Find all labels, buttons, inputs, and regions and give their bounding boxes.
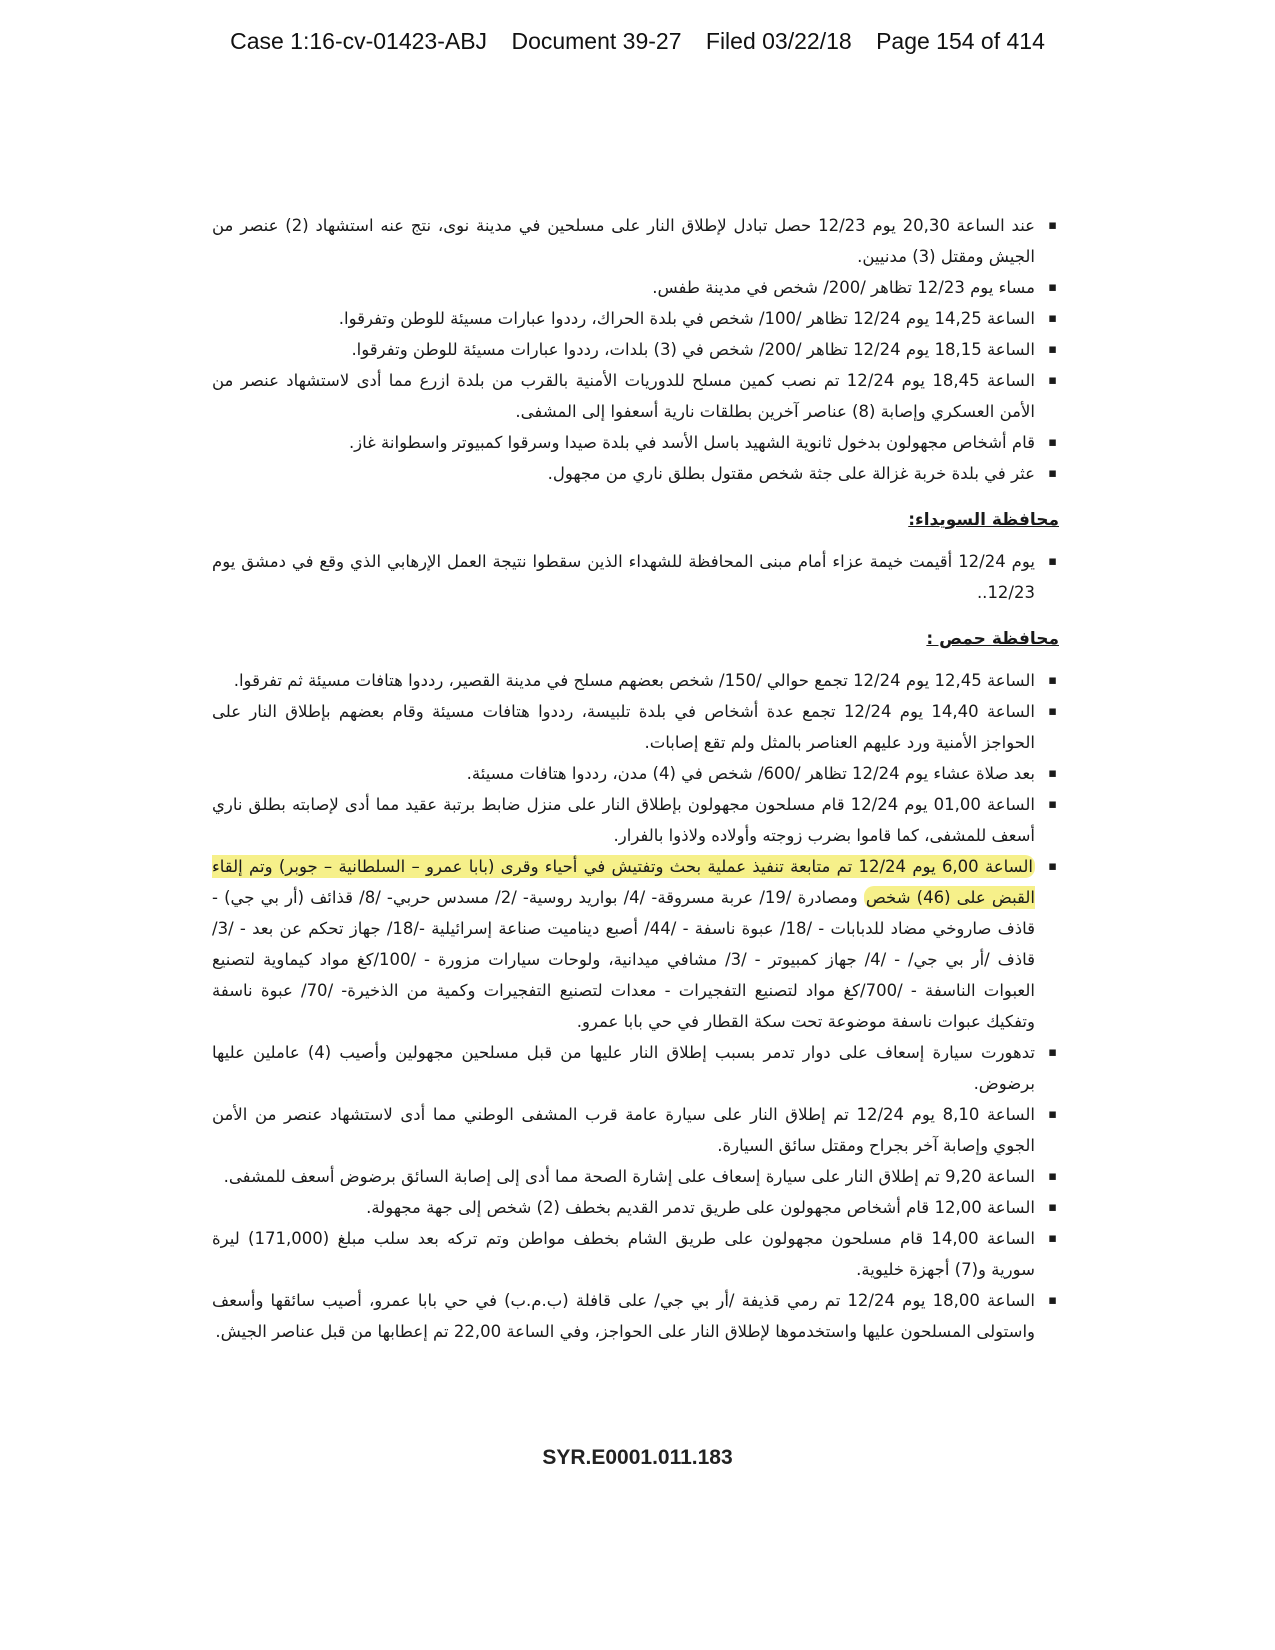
list-item: ▪ الساعة 8,10 يوم 12/24 تم إطلاق النار على سيارة عامة قرب المشفى الوطني مما أدى لاستشهاد عنصر من الأمن الجوي وإصابة آخر بجراح ومقتل سائق السيارة. [212, 1099, 1059, 1161]
list-item: ▪ الساعة 12,00 قام أشخاص مجهولون على طريق تدمر القديم بخطف (2) شخص إلى جهة مجهولة. [212, 1192, 1059, 1223]
list-item-text: ومصادرة /19/ عربة مسروقة- /4/ بواريد روسية- /2/ مسدس حربي- /8/ قذائف (أر بي جي) - قاذف صاروخي مضاد للدبابات - /18/ عبوة ناسفة - /44/ أصبع ديناميت صناعة إسرائيلية -/18/ جهاز تحكم عن بعد - /3/ قاذف /أر بي جي/ - /4/ جهاز كمبيوتر - /3/ مشافي ميدانية، ولوحات سيارات مزورة - /100/كغ مواد كيماوية لتصنيع العبوات الناسفة - /700/كغ مواد لتصنيع التفجيرات - معدات لتصنيع التفجيرات وكمية من الذخيرة- /70/ عبوة ناسفة وتفكيك عبوات ناسفة موضوعة تحت سكة القطار في حي بابا عمرو. [212, 888, 1036, 1031]
list-item: ▪ بعد صلاة عشاء يوم 12/24 تظاهر /600/ شخص في (4) مدن، رددوا هتافات مسيئة. [212, 758, 1059, 789]
section3-list [212, 665, 1059, 1347]
section-heading-homs: محافظة حمص : [926, 629, 1059, 649]
highlighted-list-item [212, 851, 1059, 1037]
list-item: ▪ الساعة 01,00 يوم 12/24 قام مسلحون مجهولون بإطلاق النار على منزل ضابط برتبة عقيد مما أدى لإصابته بطلق ناري أسعف للمشفى، كما قاموا بضرب زوجته وأولاده ولاذوا بالفرار. [212, 789, 1059, 851]
list-item: ▪ الساعة 18,00 يوم 12/24 تم رمي قذيفة /أر بي جي/ على قافلة (ب.م.ب) في حي بابا عمرو، أصيب سائقها وأسعف واستولى المسلحون عليها واستخدموها لإطلاق النار على الحواجز، وفي الساعة 22,00 تم إعطابها من قبل عناصر الجيش. [212, 1285, 1059, 1347]
list-item: ▪ الساعة 18,15 يوم 12/24 تظاهر /200/ شخص في (3) بلدات، رددوا عبارات مسيئة للوطن وتفرقوا. [212, 334, 1059, 365]
document-number: Document 39-27 [511, 28, 682, 54]
bates-number: SYR.E0001.011.183 [542, 1446, 733, 1469]
list-item: ▪ الساعة 14,00 قام مسلحون مجهولون على طريق الشام بخطف مواطن وتم تركه بعد سلب مبلغ (171,000) ليرة سورية و(7) أجهزة خليوية. [212, 1223, 1059, 1285]
section2-list [212, 546, 1059, 608]
section-heading-sweida: محافظة السويداء: [908, 510, 1059, 530]
highlighted-text: الساعة 6,00 يوم 12/24 تم متابعة تنفيذ عملية بحث وتفتيش في أحياء وقرى (بابا عمرو – السلطانية – جوبر) وتم إلقاء القبض على (46) شخص [212, 857, 1036, 907]
list-item: ▪ الساعة 9,20 تم إطلاق النار على سيارة إسعاف على إشارة الصحة مما أدى إلى إصابة السائق برضوض أسعف للمشفى. [212, 1161, 1059, 1192]
case-header [0, 28, 1275, 55]
list-item: ▪ يوم 12/24 أقيمت خيمة عزاء أمام مبنى المحافظة للشهداء الذين سقطوا نتيجة العمل الإرهابي الذي وقع في دمشق يوم 12/23.. [212, 546, 1059, 608]
filed-date: Filed 03/22/18 [705, 28, 852, 54]
case-number: Case 1:16-cv-01423-ABJ [230, 28, 488, 54]
list-item: ▪ مساء يوم 12/23 تظاهر /200/ شخص في مدينة طفس. [212, 272, 1059, 303]
list-item: ▪ تدهورت سيارة إسعاف على دوار تدمر بسبب إطلاق النار عليها من قبل مسلحين مجهولين وأصيب (4) عاملين عليها برضوض. [212, 1037, 1059, 1099]
list-item: ▪ عند الساعة 20,30 يوم 12/23 حصل تبادل لإطلاق النار على مسلحين في مدينة نوى، نتج عنه استشهاد (2) عنصر من الجيش ومقتل (3) مدنيين. [212, 210, 1059, 272]
document-body [212, 210, 1059, 1347]
list-item: ▪ الساعة 12,45 يوم 12/24 تجمع حوالي /150/ شخص بعضهم مسلح في مدينة القصير، رددوا هتافات مسيئة ثم تفرقوا. [212, 665, 1059, 696]
list-item: ▪ الساعة 14,40 يوم 12/24 تجمع عدة أشخاص في بلدة تلبيسة، رددوا هتافات مسيئة وقام بعضهم بإطلاق النار على الحواجز الأمنية ورد عليهم العناصر بالمثل ولم تقع إصابات. [212, 696, 1059, 758]
section1-list [212, 210, 1059, 489]
list-item: ▪ الساعة 14,25 يوم 12/24 تظاهر /100/ شخص في بلدة الحراك، رددوا عبارات مسيئة للوطن وتفرقوا. [212, 303, 1059, 334]
list-item: ▪ عثر في بلدة خربة غزالة على جثة شخص مقتول بطلق ناري من مجهول. [212, 458, 1059, 489]
page-number: Page 154 of 414 [876, 28, 1045, 54]
list-item: ▪ قام أشخاص مجهولون بدخول ثانوية الشهيد باسل الأسد في بلدة صيدا وسرقوا كمبيوتر واسطوانة غاز. [212, 427, 1059, 458]
list-item: ▪ الساعة 18,45 يوم 12/24 تم نصب كمين مسلح للدوريات الأمنية بالقرب من بلدة ازرع مما أدى لاستشهاد عنصر من الأمن العسكري وإصابة (8) عناصر آخرين بطلقات نارية أسعفوا إلى المشفى. [212, 365, 1059, 427]
